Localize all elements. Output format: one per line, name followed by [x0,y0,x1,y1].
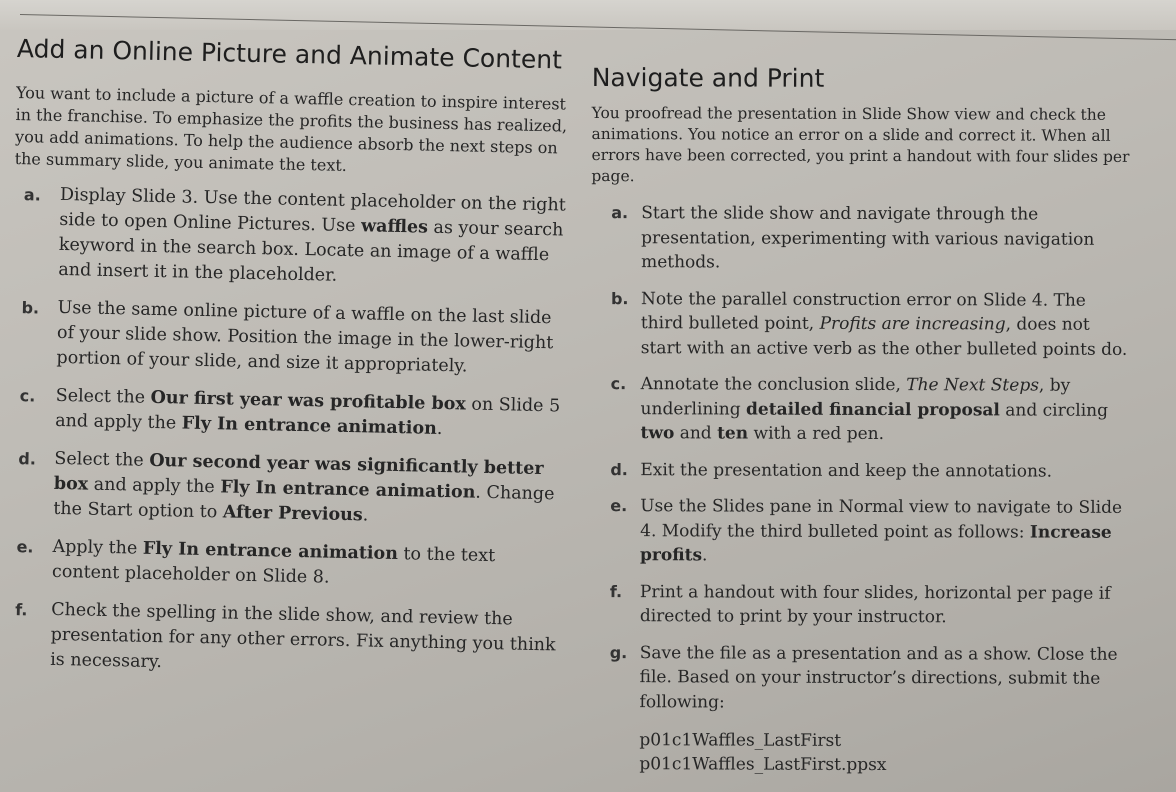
right-step-list [589,201,1131,778]
submission-file-name: p01c1Waffles_LastFirst.ppsx [639,754,887,776]
step-text: Print a handout with four slides, horizontal per page if directed to print by your instructor. [639,581,1111,628]
step-text: . [701,545,708,566]
step-text: with a red pen. [748,423,885,445]
left-step-f [4,597,565,684]
step-text: Note the parallel construction error on Slide 4. The third bulleted point, [640,288,1086,334]
right-step-e [590,494,1130,569]
left-step-a [12,182,574,294]
step-italic-term: The Next Steps [906,375,1039,396]
step-letter: d. [610,459,628,479]
step-bold-term: detailed financial proposal [746,399,1000,420]
right-section-intro: You proofread the presentation in Slide Show view and check the animations. You notice an error on a slide and correct it. When all errors have been corrected, you print a handout with four slides per page. [591,103,1130,186]
step-bold-term: Fly In entrance animation [142,538,399,565]
left-column [4,0,578,684]
step-text: Check the spelling in the slide show, and review the presentation for any other errors. Fix anything you think is necessary. [49,599,556,673]
step-text: Apply the [52,536,144,559]
step-bold-term: After Previous [222,502,363,526]
step-text: and apply the [88,474,221,498]
step-letter: d. [18,449,37,469]
right-step-c [590,372,1130,447]
step-letter: g. [609,642,628,662]
step-italic-term: Profits are increasing [819,313,1006,335]
right-column [589,0,1132,778]
step-letter: f. [15,600,28,620]
step-text: and circling [999,399,1109,421]
right-step-g [589,640,1129,777]
step-bold-term: Our second year was significantly better box [53,450,544,495]
left-step-list [4,182,574,684]
step-text: on Slide 5 and apply the [54,394,561,434]
step-text: . [362,505,369,526]
step-text: , does not start with an active verb as the other bulleted points do. [640,314,1128,360]
step-bold-term: Fly In entrance animation [220,477,476,503]
step-text: . Change the Start option to [53,482,555,523]
step-text: and [674,423,718,444]
right-step-b [591,286,1131,361]
left-step-c [9,383,570,445]
step-text: Use the Slides pane in Normal view to navigate to Slide 4. Modify the third bulleted point as follows: [640,496,1123,543]
step-bold-term: Fly In entrance animation [181,413,438,439]
step-text: Start the slide show and navigate through the presentation, experimenting with various navigation methods. [641,203,1095,273]
left-section-intro: You want to include a picture of a waffle creation to inspire interest in the franchise. To emphasize the profits the business has realized, you add animations. To help the audience absorb the next steps on the summary slide, you animate the text. [14,82,568,175]
step-letter: b. [21,298,40,318]
step-bold-term: Increase profits [640,522,1112,566]
step-text: Exit the presentation and keep the annotations. [640,459,1053,482]
step-letter: f. [609,581,623,601]
step-bold-term: Our first year was profitable box [150,387,467,415]
step-letter: e. [610,496,628,516]
submission-file-name: p01c1Waffles_LastFirst [639,730,842,751]
step-text: as your search keyword in the search box. Locate an image of a waffle and insert it in the placeholder. [58,217,564,286]
step-bold-term: ten [717,423,749,444]
left-step-b [10,295,571,382]
step-letter: e. [16,537,34,557]
step-text: Select the [54,448,150,471]
left-section-heading: Add an Online Picture and Animate Content [16,33,563,75]
submission-file-list [639,728,1129,778]
step-text: Display Slide 3. Use the content placeholder on the right side to open Online Pictures. Use [59,184,566,237]
left-step-e [6,534,567,596]
left-step-d [7,446,568,533]
step-text: . [436,418,443,439]
step-letter: a. [23,185,41,205]
right-section-heading: Navigate and Print [591,62,825,93]
step-letter: b. [610,288,629,308]
right-step-f [590,579,1130,630]
step-text: Annotate the conclusion slide, [640,374,907,396]
right-step-d [590,457,1130,483]
step-text: Select the [55,385,151,408]
step-letter: c. [610,374,627,394]
step-letter: a. [611,203,629,223]
step-letter: c. [19,386,36,406]
step-text: , by underlining [640,375,1071,420]
step-text: to the text content placeholder on Slide 8. [51,544,496,588]
step-text: Save the file as a presentation and as a show. Close the file. Based on your instructor’s directions, submit the following: [639,642,1118,712]
step-bold-term: waffles [360,216,429,238]
step-text: Use the same online picture of a waffle on the last slide of your slide show. Position the image in the lower-right portion of your slide, and size it appropriately. [56,297,554,377]
right-step-a [591,201,1131,276]
step-bold-term: two [640,423,675,444]
